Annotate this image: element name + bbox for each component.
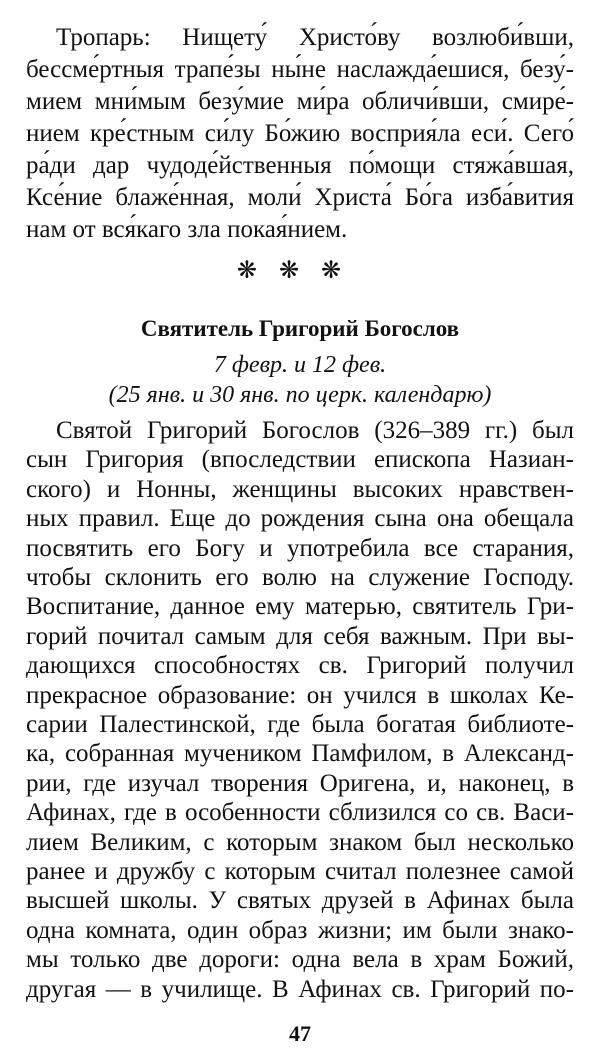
troparion-line: мием мни́мым безу́мие ми́ра обличи́вши, смире́-	[26, 88, 574, 115]
body-line: лием Великим, с которым знаком был несколько	[26, 828, 574, 856]
body-line: Афинах, где в особенности сблизился со св. Васи-	[26, 799, 574, 827]
body-line: чтобы склонить его волю на служение Господу.	[26, 564, 574, 591]
troparion-line: бессме́ртныя трапе́зы ны́не наслажда́ешися, безу́-	[26, 56, 574, 83]
body-line: ка, собранная мучеником Памфилом, в Александ-	[26, 740, 574, 768]
troparion-line: ра́ди дар чудоде́йственныя по́мощи стяжа́вшая,	[26, 152, 574, 179]
body-line: мы только две дороги: одна вела в храм Божий,	[26, 946, 574, 974]
body-line: сын Григория (впоследствии епископа Назиан-	[26, 446, 574, 474]
body-line: рии, где изучал творения Оригена, и, наконец, в	[26, 769, 574, 797]
flower-ornament-icon: ❋❋❋	[236, 256, 364, 284]
body-line: одна комната, один образ жизни; им были знако-	[26, 916, 574, 944]
body-line: ных правил. Еще до рождения сына она обещала	[26, 505, 574, 533]
body-line: сарии Палестинской, где была богатая библиоте-	[26, 711, 574, 738]
troparion-line: Ксе́ние блаже́нная, моли́ Христа́ Бо́га изба́вития	[26, 184, 574, 211]
page-number: 47	[289, 1021, 311, 1046]
body-line: посвятить его Богу и употребила все старания,	[26, 534, 574, 562]
body-line: ранее и дружбу с которым считал полезнее самой	[26, 858, 574, 885]
section-title: Святитель Григорий Богослов	[140, 316, 460, 341]
feast-date: 7 февр. и 12 фев.	[213, 352, 387, 378]
body-line: другая — в училище. В Афинах св. Григорий по-	[26, 975, 574, 1003]
feast-date-calendar: (25 янв. и 30 янв. по церк. календарю)	[108, 382, 492, 408]
troparion-line: Тропарь: Нищету́ Христо́ву возлюби́вши,	[56, 24, 574, 51]
body-line: Воспитание, данное ему матерью, святитель Гри-	[26, 593, 574, 621]
body-line: горий почитал самым для себя важным. При вы-	[26, 622, 574, 650]
body-line: Святой Григорий Богослов (326–389 гг.) был	[56, 417, 574, 444]
body-line: дающихся способностях св. Григорий получил	[26, 652, 574, 680]
troparion-line: нам от вся́каго зла покая́нием.	[26, 216, 348, 243]
body-line: ского) и Нонны, женщины высоких нравствен-	[26, 475, 574, 503]
body-line: высшей школы. У святых друзей в Афинах была	[26, 887, 574, 915]
body-line: прекрасное образование: он учился в школах Ке-	[26, 681, 574, 709]
troparion-line: нием кре́стным си́лу Бо́жию восприя́ла еси́. Сего́	[26, 120, 574, 147]
